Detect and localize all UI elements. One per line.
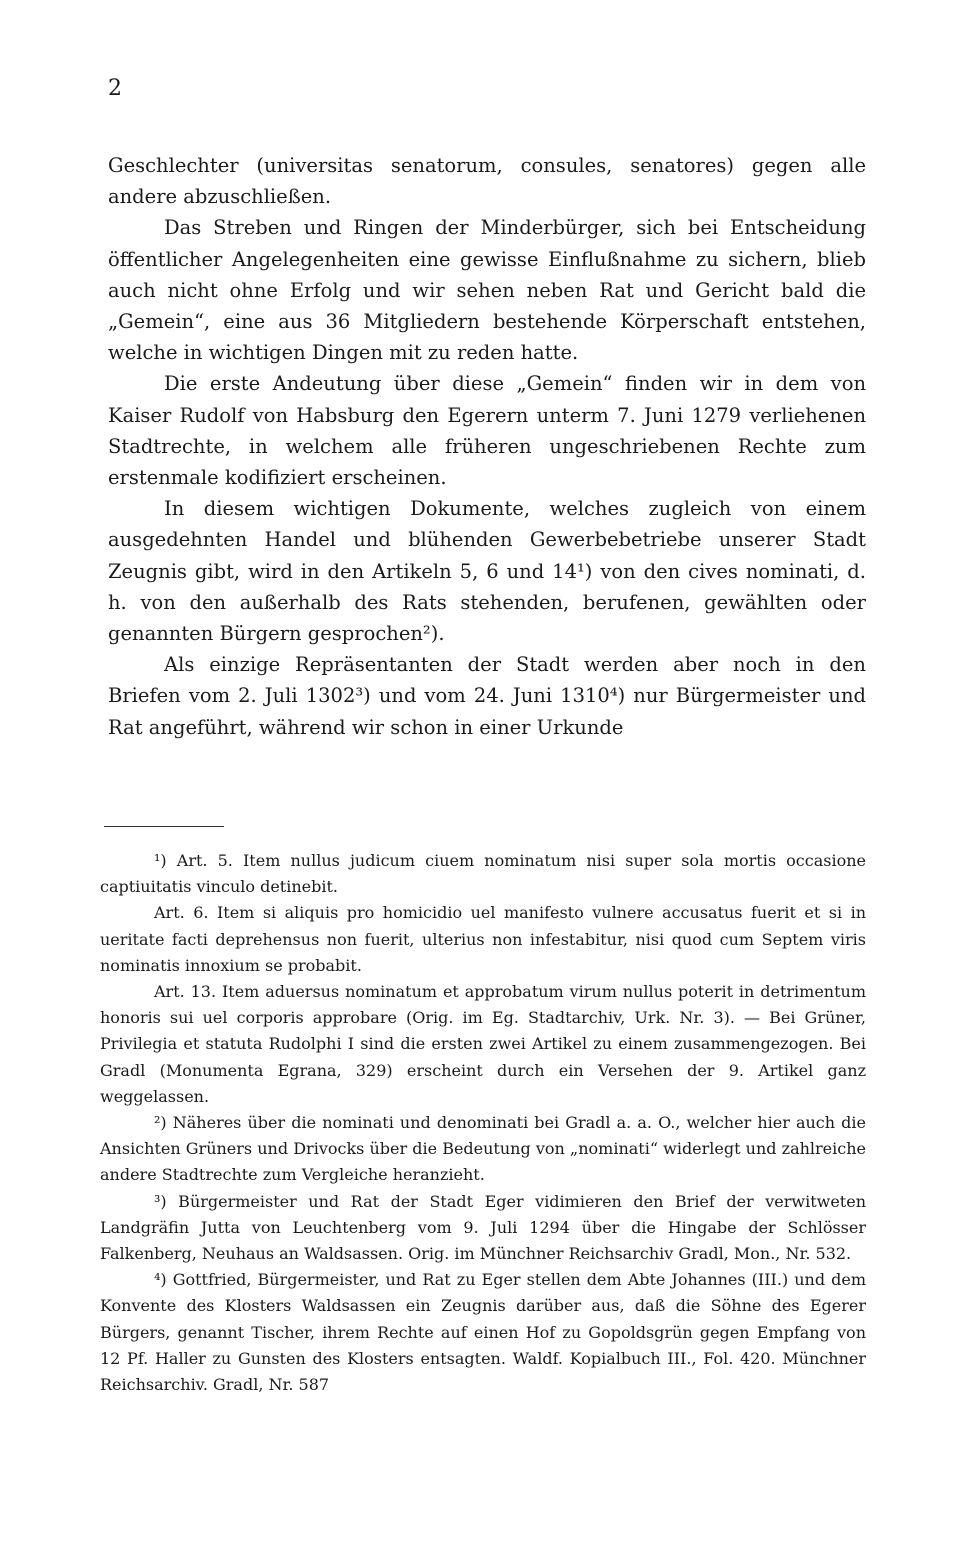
main-text bbox=[108, 150, 866, 743]
paragraph-1: Geschlechter (universitas senatorum, consules, senatores) gegen alle andere abzuschließen. bbox=[108, 154, 866, 209]
paragraph-2: Das Streben und Ringen der Minderbürger, sich bei Entscheidung öffentlicher Angelegenheiten eine gewisse Einflußnahme zu sichern, blieb auch nicht ohne Erfolg und wir sehen neben Rat und Gericht bald die „Gemein“, eine aus 36 Mitgliedern bestehende Körperschaft entstehen, welche in wichtigen Dingen mit zu reden hatte. bbox=[108, 216, 866, 365]
paragraph-5: Als einzige Repräsentanten der Stadt werden aber noch in den Briefen vom 2. Juli 1302³) und vom 24. Juni 1310⁴) nur Bürgermeister und Rat angeführt, während wir schon in einer Urkunde bbox=[108, 653, 866, 739]
footnote-1-art13: Art. 13. Item aduersus nominatum et approbatum virum nullus poterit in detrimentum honoris sui uel corporis approbare (Orig. im Eg. Stadtarchiv, Urk. Nr. 3). — Bei Grüner, Privilegia et statuta Rudolphi I sind die ersten zwei Artikel zu einem zusammengezogen. Bei Gradl (Monumenta Egrana, 329) erscheint durch ein Versehen der 9. Artikel ganz weggelassen. bbox=[100, 982, 866, 1106]
page-number: 2 bbox=[108, 76, 122, 101]
footnotes bbox=[100, 848, 866, 1398]
footnote-1: ¹) Art. 5. Item nullus judicum ciuem nominatum nisi super sola mortis occasione captiuitatis vinculo detinebit. bbox=[100, 851, 866, 897]
footnote-1-art6: Art. 6. Item si aliquis pro homicidio uel manifesto vulnere accusatus fuerit et si in ueritate facti deprehensus non fuerit, ulterius non infestabitur, nisi quod cum Septem viris nominatis innoxium se probabit. bbox=[100, 903, 866, 975]
footnote-2: ²) Näheres über die nominati und denominati bei Gradl a. a. O., welcher hier auch die Ansichten Grüners und Drivocks über die Bedeutung von „nominati“ widerlegt und zahlreiche andere Stadtrechte zum Vergleiche heranzieht. bbox=[100, 1113, 866, 1185]
footnote-separator bbox=[104, 826, 224, 827]
paragraph-4: In diesem wichtigen Dokumente, welches zugleich von einem ausgedehnten Handel und blühenden Gewerbebetriebe unserer Stadt Zeugnis gibt, wird in den Artikeln 5, 6 und 14¹) von den cives nominati, d. h. von den außerhalb des Rats stehenden, berufenen, gewählten oder genannten Bürgern gesprochen²). bbox=[108, 497, 866, 646]
footnote-3: ³) Bürgermeister und Rat der Stadt Eger vidimieren den Brief der verwitweten Landgräfin Jutta von Leuchtenberg vom 9. Juli 1294 über die Hingabe der Schlösser Falkenberg, Neuhaus an Waldsassen. Orig. im Münchner Reichsarchiv Gradl, Mon., Nr. 532. bbox=[100, 1191, 866, 1264]
footnote-4: ⁴) Gottfried, Bürgermeister, und Rat zu Eger stellen dem Abte Johannes (III.) und dem Konvente des Klosters Waldsassen ein Zeugnis darüber aus, daß die Söhne des Egerer Bürgers, genannt Tischer, ihrem Rechte auf einen Hof zu Gopoldsgrün gegen Empfang von 12 Pf. Haller zu Gunsten des Klosters entsagten. Waldf. Kopialbuch III., Fol. 420. Münchner Reichsarchiv. Gradl, Nr. 587 bbox=[100, 1270, 866, 1395]
paragraph-3: Die erste Andeutung über diese „Gemein“ finden wir in dem von Kaiser Rudolf von Habsburg den Egerern unterm 7. Juni 1279 verliehenen Stadtrechte, in welchem alle früheren ungeschriebenen Rechte zum erstenmale kodifiziert erscheinen. bbox=[108, 372, 866, 490]
